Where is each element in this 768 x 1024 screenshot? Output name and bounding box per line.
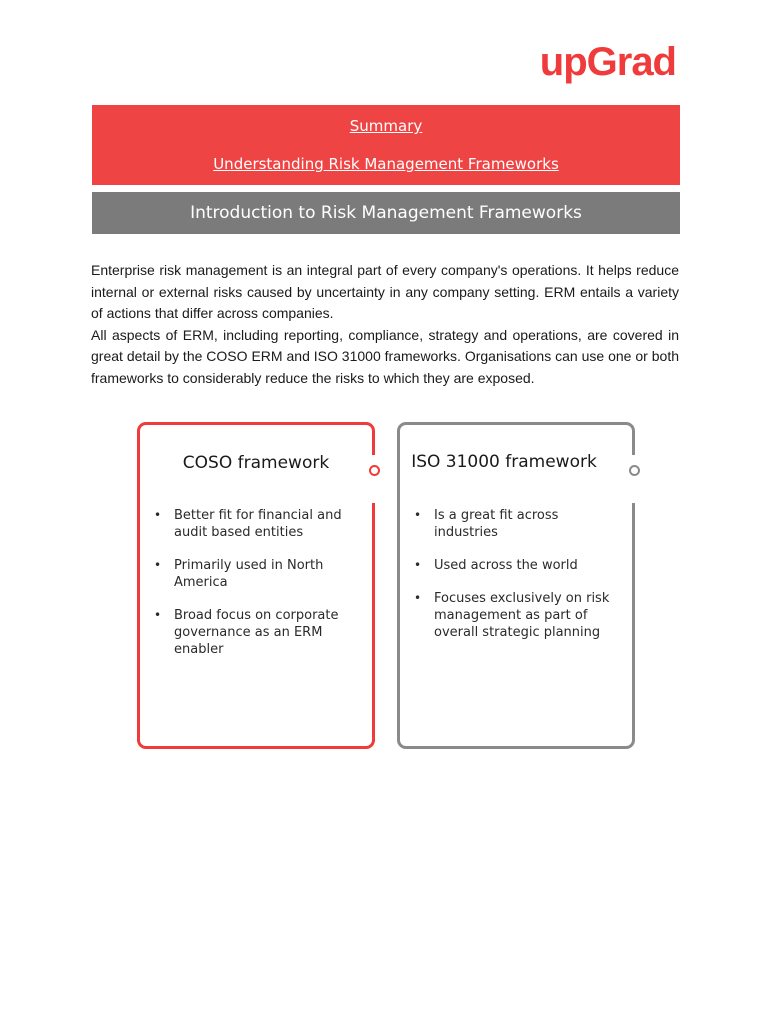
- coso-framework-card: [137, 422, 375, 749]
- iso-framework-title: ISO 31000 framework: [411, 452, 597, 472]
- list-item: • Used across the world: [414, 557, 614, 574]
- understanding-frameworks-link[interactable]: Understanding Risk Management Frameworks: [213, 155, 559, 173]
- section-title: Introduction to Risk Management Frameworks: [92, 192, 680, 234]
- paragraph: Enterprise risk management is an integral part of every company's operations. It helps reduce internal or external risks caused by uncertainty in any company setting. ERM entails a variety of actions that differ across companies.: [91, 262, 679, 321]
- list-item: • Broad focus on corporate governance as an ERM enabler: [154, 607, 354, 658]
- list-item: • Better fit for financial and audit based entities: [154, 507, 354, 541]
- list-item: • Focuses exclusively on risk management as part of overall strategic planning: [414, 590, 614, 641]
- navigation-banner: [92, 105, 680, 185]
- iso-framework-card: [397, 422, 635, 749]
- intro-text: [91, 260, 679, 389]
- connector-circle-icon: [629, 465, 640, 476]
- list-item: • Primarily used in North America: [154, 557, 354, 591]
- coso-framework-title: COSO framework: [182, 453, 330, 473]
- iso-points-list: [414, 507, 614, 657]
- paragraph: All aspects of ERM, including reporting, compliance, strategy and operations, are covered in great detail by the COSO ERM and ISO 31000 frameworks. Organisations can use one or both frameworks to considerably reduce the risks to which they are exposed.: [91, 326, 679, 386]
- coso-points-list: [154, 507, 354, 674]
- card-border-gap: [628, 455, 636, 503]
- upgrad-logo: upGrad: [539, 40, 676, 84]
- summary-link[interactable]: Summary: [349, 117, 423, 135]
- list-item: • Is a great fit across industries: [414, 507, 614, 541]
